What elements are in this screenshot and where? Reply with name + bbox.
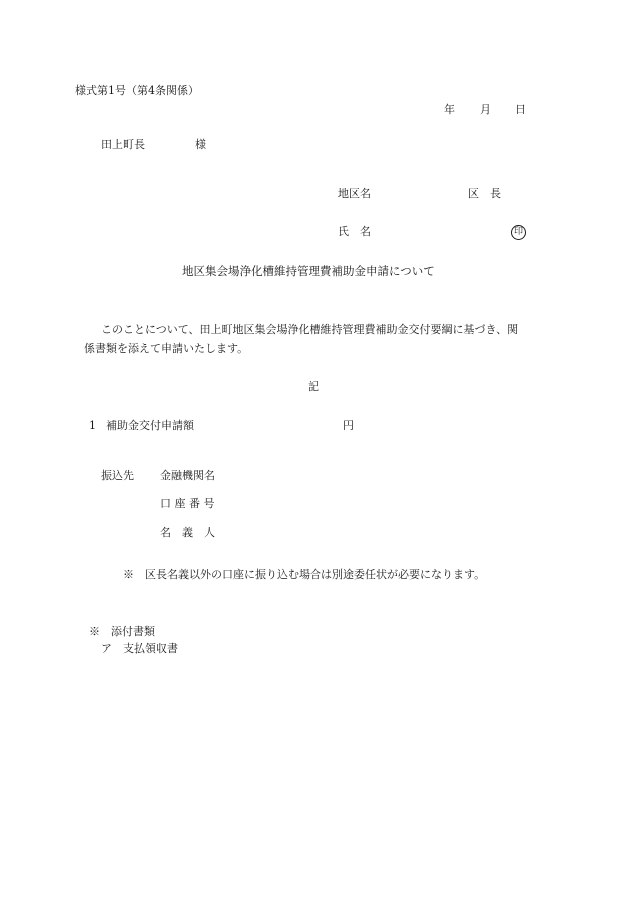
bank-label: 金融機関名 bbox=[160, 469, 215, 482]
date-year-unit: 年 bbox=[444, 103, 455, 116]
body-line-1: このことについて、田上町地区集会場浄化槽維持管理費補助金交付要綱に基づき、関 bbox=[101, 323, 519, 336]
form-number: 様式第1号（第4条関係） bbox=[75, 84, 199, 97]
date-month-unit: 月 bbox=[480, 103, 491, 116]
name-label: 氏 名 bbox=[338, 225, 371, 238]
item1-number: 1 bbox=[89, 419, 96, 432]
body-line-2: 係書類を添えて申請いたします。 bbox=[84, 342, 249, 355]
district-label: 地区名 bbox=[338, 187, 371, 200]
transfer-label: 振込先 bbox=[101, 469, 134, 482]
item1-label: 補助金交付申請額 bbox=[106, 419, 194, 432]
holder-label: 名 義 人 bbox=[160, 526, 215, 539]
addressee-honorific: 様 bbox=[195, 138, 206, 151]
item1-unit: 円 bbox=[343, 419, 354, 432]
attachment-item: ア 支払領収書 bbox=[101, 642, 178, 655]
ki-heading: 記 bbox=[308, 380, 319, 393]
transfer-note: ※ 区長名義以外の口座に振り込む場合は別途委任状が必要になります。 bbox=[123, 568, 486, 581]
date-day-unit: 日 bbox=[515, 103, 526, 116]
seal-mark bbox=[511, 224, 526, 240]
representative-label: 区 長 bbox=[468, 187, 501, 200]
seal-icon: 印 bbox=[511, 225, 526, 240]
account-label: 口 座 番 号 bbox=[160, 497, 215, 510]
attachments-heading: ※ 添付書類 bbox=[89, 625, 155, 638]
document-title: 地区集会場浄化槽維持管理費補助金申請について bbox=[182, 264, 435, 278]
addressee-name: 田上町長 bbox=[101, 138, 145, 151]
